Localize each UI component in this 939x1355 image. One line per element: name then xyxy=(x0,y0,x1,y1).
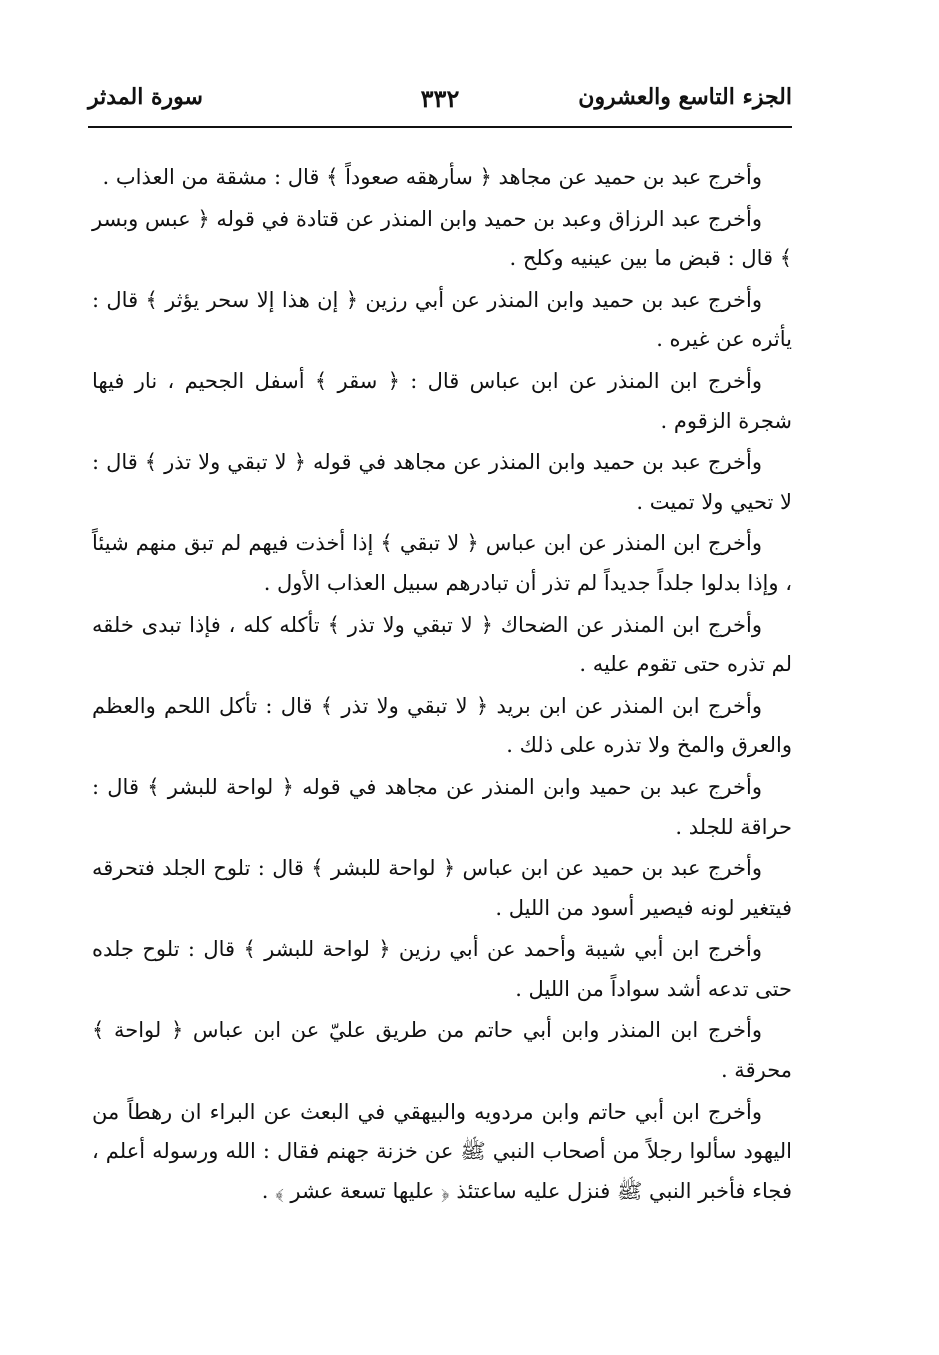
paragraph: وأخرج ابن المنذر عن الضحاك ﴿ لا تبقي ولا تذر ﴾ تأكله كله ، فإذا تبدى خلقه لم تذره حتى تقوم عليه . xyxy=(92,612,792,677)
paragraph: وأخرج ابن أبي حاتم وابن مردويه والبيهقي في البعث عن البراء ان رهطاً من اليهود سألوا رجلاً من أصحاب النبي ﷺ عن خزنة جهنم فقال : الله ورسوله أعلم ، فجاء فأخبر النبي ﷺ فنزل عليه ساعتئذ ﴿ عليها تسعة عشر ﴾ . xyxy=(92,1099,792,1203)
paragraph: وأخرج ابن المنذر وابن أبي حاتم من طريق عليّ عن ابن عباس ﴿ لواحة ﴾ محرقة . xyxy=(92,1018,792,1083)
paragraph: وأخرج ابن أبي شيبة وأحمد عن أبي رزين ﴿ لواحة للبشر ﴾ قال : تلوح جلده حتى تدعه أشد سواداً من الليل . xyxy=(92,937,792,1001)
paragraph: وأخرج ابن المنذر عن ابن عباس قال : ﴿ سقر ﴾ أسفل الجحيم ، نار فيها شجرة الزقوم . xyxy=(92,368,792,433)
paragraph: وأخرج ابن المنذر عن ابن بريد ﴿ لا تبقي ولا تذر ﴾ قال : تأكل اللحم والعظم والعرق والمخ ولا تذره على ذلك . xyxy=(92,693,792,758)
paragraph: وأخرج عبد بن حميد عن مجاهد ﴿ سأرهقه صعوداً ﴾ قال : مشقة من العذاب . xyxy=(102,165,762,189)
part-title: الجزء التاسع والعشرون xyxy=(578,84,792,110)
paragraph: وأخرج عبد بن حميد عن ابن عباس ﴿ لواحة للبشر ﴾ قال : تلوح الجلد فتحرقه فيتغير لونه فيصير أسود من الليل . xyxy=(92,856,792,920)
header-rule xyxy=(88,126,792,128)
paragraph: وأخرج ابن المنذر عن ابن عباس ﴿ لا تبقي ﴾ إذا أخذت فيهم لم تبق منهم شيئاً ، وإذا بدلوا جلداً جديداً لم تذر أن تبادرهم سبيل العذاب الأول . xyxy=(92,531,792,595)
paragraph: وأخرج عبد بن حميد وابن المنذر عن مجاهد في قوله ﴿ لواحة للبشر ﴾ قال : حراقة للجلد . xyxy=(92,774,792,839)
paragraph: وأخرج عبد الرزاق وعبد بن حميد وابن المنذر عن قتادة في قوله ﴿ عبس وبسر ﴾ قال : قبض ما بين عينيه وكلح . xyxy=(92,206,792,271)
body-text xyxy=(92,158,792,1213)
paragraph: وأخرج عبد بن حميد وابن المنذر عن مجاهد في قوله ﴿ لا تبقي ولا تذر ﴾ قال : لا تحيي ولا تميت . xyxy=(92,450,792,514)
paragraph: وأخرج عبد بن حميد وابن المنذر عن أبي رزين ﴿ إن هذا إلا سحر يؤثر ﴾ قال : يأثره عن غيره . xyxy=(92,287,792,352)
surah-title: سورة المدثر xyxy=(88,84,203,110)
running-head xyxy=(88,84,792,122)
page-number: ٣٣٢ xyxy=(420,84,460,113)
